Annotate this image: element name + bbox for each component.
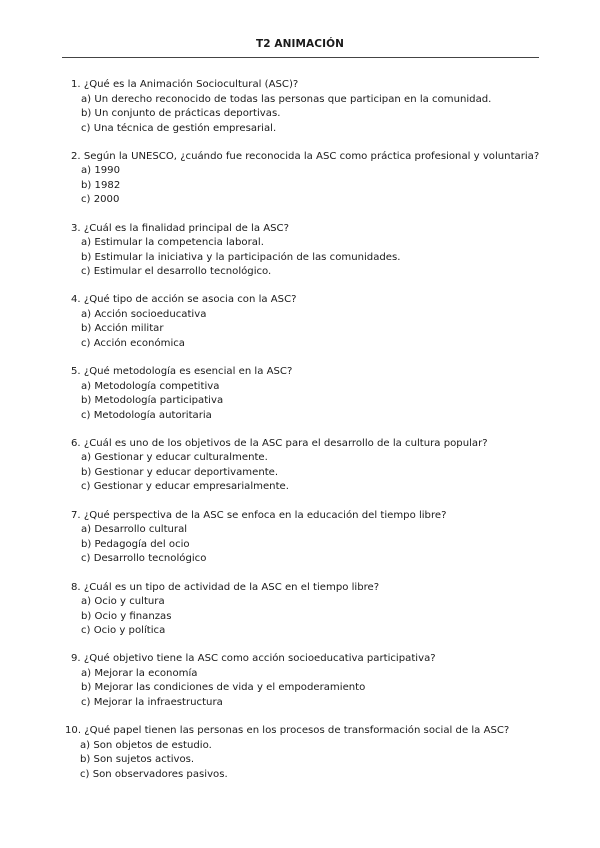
option-c: c) Ocio y política (81, 625, 166, 637)
question-text: 2. Según la UNESCO, ¿cuándo fue reconocida la ASC como práctica profesional y voluntaria? (71, 150, 540, 162)
question-text: 7. ¿Qué perspectiva de la ASC se enfoca en la educación del tiempo libre? (71, 509, 447, 521)
option-a: a) Gestionar y educar culturalmente. (81, 452, 268, 464)
question-text: 6. ¿Cuál es uno de los objetivos de la ASC para el desarrollo de la cultura popular? (71, 437, 488, 449)
option-b: b) Acción militar (81, 323, 164, 335)
option-a: a) Son objetos de estudio. (80, 739, 212, 751)
option-c: c) 2000 (81, 194, 120, 206)
question-item (71, 78, 551, 136)
question-item (65, 724, 551, 782)
option-c: c) Una técnica de gestión empresarial. (81, 122, 277, 134)
question-list (65, 78, 551, 796)
question-text: 3. ¿Cuál es la finalidad principal de la ASC? (71, 222, 289, 234)
option-b: b) Estimular la iniciativa y la participación de las comunidades. (81, 251, 401, 263)
option-c: c) Son observadores pasivos. (80, 768, 228, 780)
option-c: c) Metodología autoritaria (81, 409, 212, 421)
question-item (71, 365, 551, 423)
option-b: b) Gestionar y educar deportivamente. (81, 466, 279, 478)
option-b: b) Mejorar las condiciones de vida y el empoderamiento (81, 682, 366, 694)
question-item (71, 222, 551, 280)
question-item (71, 437, 551, 495)
question-text: 5. ¿Qué metodología es esencial en la ASC? (71, 366, 293, 378)
page-title: T2 ANIMACIÓN (255, 38, 345, 50)
option-c: c) Estimular el desarrollo tecnológico. (81, 266, 272, 278)
option-c: c) Gestionar y educar empresarialmente. (81, 481, 289, 493)
question-text: 8. ¿Cuál es un tipo de actividad de la ASC en el tiempo libre? (71, 581, 380, 593)
option-c: c) Mejorar la infraestructura (81, 696, 223, 708)
option-a: a) Estimular la competencia laboral. (81, 237, 264, 249)
title-divider (62, 57, 539, 58)
option-a: a) 1990 (81, 165, 121, 177)
question-text: 10. ¿Qué papel tienen las personas en los procesos de transformación social de la ASC? (65, 725, 510, 737)
option-a: a) Ocio y cultura (81, 596, 165, 608)
option-b: b) Pedagogía del ocio (81, 538, 190, 550)
option-b: b) Son sujetos activos. (80, 754, 195, 766)
option-a: a) Acción socioeducativa (81, 308, 207, 320)
question-item (71, 581, 551, 639)
question-item (71, 652, 551, 710)
option-c: c) Acción económica (81, 337, 185, 349)
question-text: 1. ¿Qué es la Animación Sociocultural (ASC)? (71, 79, 299, 90)
option-a: a) Mejorar la economía (81, 667, 198, 679)
question-item (71, 293, 551, 351)
option-c: c) Desarrollo tecnológico (81, 553, 207, 565)
question-text: 9. ¿Qué objetivo tiene la ASC como acción socioeducativa participativa? (71, 653, 436, 665)
option-b: b) Ocio y finanzas (81, 610, 172, 622)
option-a: a) Un derecho reconocido de todas las personas que participan en la comunidad. (81, 93, 492, 105)
question-item (71, 150, 551, 208)
question-text: 4. ¿Qué tipo de acción se asocia con la ASC? (71, 294, 297, 306)
option-b: b) Metodología participativa (81, 395, 224, 407)
question-item (71, 509, 551, 567)
option-a: a) Metodología competitiva (81, 380, 220, 392)
option-b: b) 1982 (81, 179, 121, 191)
option-a: a) Desarrollo cultural (81, 524, 188, 536)
option-b: b) Un conjunto de prácticas deportivas. (81, 108, 281, 119)
